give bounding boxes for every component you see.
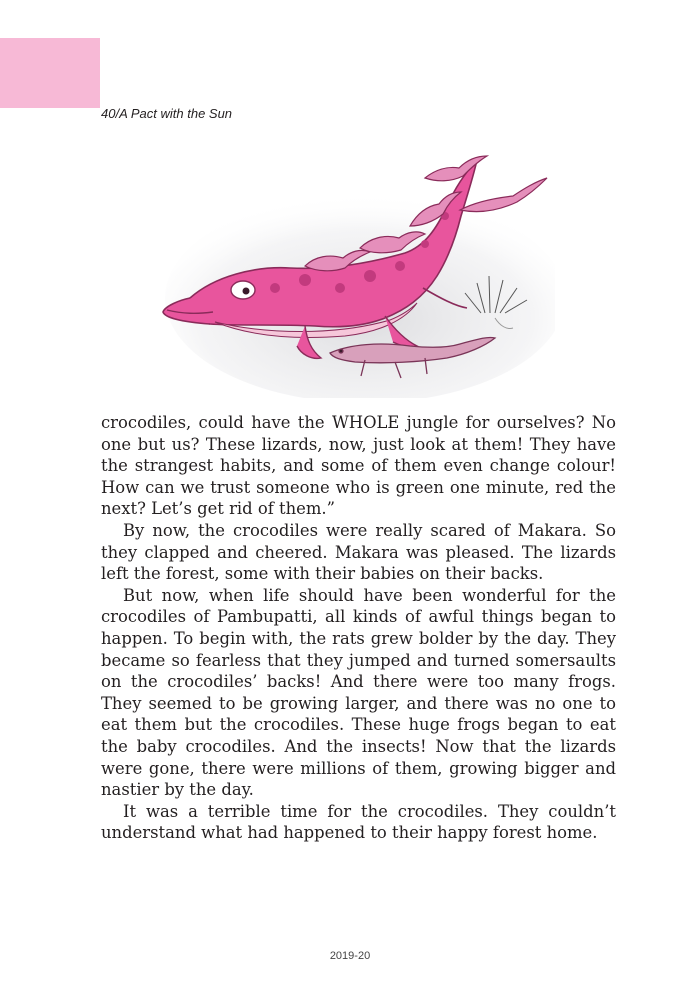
crocodile-lizards-illustration: [155, 148, 555, 398]
paragraph-3: But now, when life should have been wonderful for the crocodiles of Pambupatti, all kinds of awful things began to happen. To begin with, the rats grew bolder by the day. They became so fearless that they jumped and turned somersaults on the crocodiles’ backs! And there were too many frogs. They seemed to be growing larger, and there was no one to eat them but the crocodiles. These huge frogs began to eat the baby crocodiles. And the insects! Now that the lizards were gone, there were millions of them, growing bigger and nastier by the day.: [101, 585, 616, 800]
page-footer-year: 2019-20: [329, 950, 371, 962]
lizard-top-right: [460, 178, 547, 212]
running-header: 40/A Pact with the Sun: [101, 106, 233, 121]
paragraph-4: It was a terrible time for the crocodiles. They couldn’t understand what had happened to their happy forest home.: [101, 801, 616, 843]
paragraph-2: By now, the crocodiles were really scared of Makara. So they clapped and cheered. Makara was pleased. The lizards left the forest, some with their babies on their backs.: [101, 520, 616, 584]
corner-color-tab: [0, 38, 100, 108]
paragraph-1: crocodiles, could have the WHOLE jungle for ourselves? No one but us? These lizards, now, just look at them! They have the strangest habits, and some of them even change colour! How can we trust someone who is green one minute, red the next? Let’s get rid of them.”: [101, 413, 616, 519]
story-text: [101, 412, 616, 844]
